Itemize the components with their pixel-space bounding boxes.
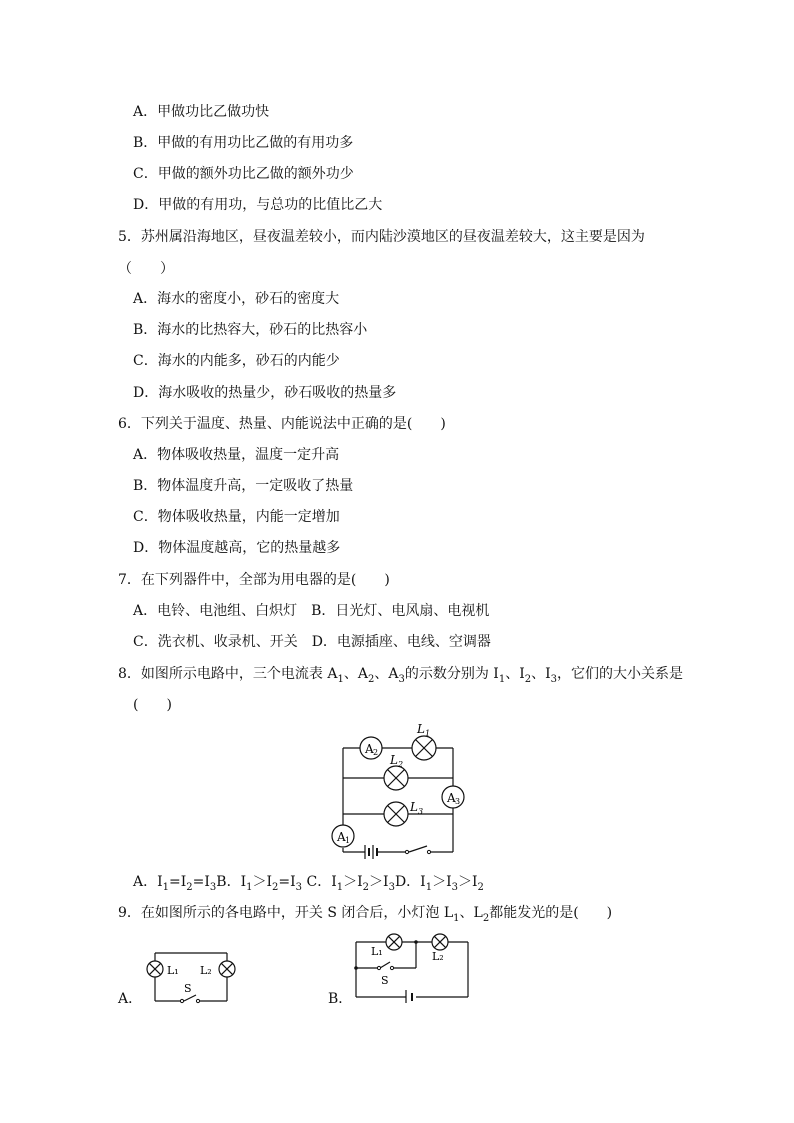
label-l3: $L_3$ (410, 800, 424, 816)
label-l2: $L_2$ (390, 753, 404, 769)
q8-circuit-diagram (325, 718, 475, 863)
q8-options: A．$I_1=I_2=I_3B$．$I_1>I_2=I_3$ C．$I_1>I_2>I_3D$．$I_1>I_3>I_2$ (133, 874, 484, 893)
q4-option-d: D．甲做的有用功，与总功的比值比乙大 (133, 197, 383, 213)
svg-text:2: 2 (373, 748, 379, 757)
svg-text:A: A (447, 791, 456, 805)
ammeter-a1 (332, 825, 354, 847)
q6-option-d: D．物体温度越高，它的热量越多 (133, 540, 341, 556)
q9-circuit-b (350, 928, 475, 1003)
q4-option-c: C．甲做的额外功比乙做的额外功少 (133, 166, 354, 182)
q6-stem: 6．下列关于温度、热量、内能说法中正确的是( ) (118, 416, 446, 432)
q4-option-b: B．甲做的有用功比乙做的有用功多 (133, 135, 354, 151)
q4-option-a: A．甲做功比乙做功快 (133, 104, 270, 120)
q6-option-c: C．物体吸收热量，内能一定增加 (133, 509, 340, 525)
lamp-l1 (386, 934, 402, 950)
svg-text:L₁: L₁ (371, 945, 383, 958)
q5-blank: （ ） (118, 261, 174, 277)
q5-option-d: D．海水吸收的热量少，砂石吸收的热量多 (133, 385, 397, 401)
svg-text:A: A (365, 742, 374, 756)
q5-option-b: B．海水的比热容大，砂石的比热容小 (133, 322, 368, 338)
q7-options-row1: A．电铃、电池组、白炽灯 B．日光灯、电风扇、电视机 (133, 603, 490, 619)
svg-text:L₁: L₁ (167, 964, 179, 977)
svg-text:3: 3 (455, 797, 461, 806)
svg-text:L₂: L₂ (200, 964, 212, 977)
svg-text:S: S (184, 982, 192, 995)
svg-text:S: S (381, 974, 389, 987)
svg-text:A: A (337, 830, 346, 844)
ammeter-a3 (442, 786, 464, 808)
q7-options-row2: C．洗衣机、收录机、开关 D．电源插座、电线、空调器 (133, 634, 491, 650)
q9-option-b-label: B． (328, 991, 353, 1007)
q5-option-c: C．海水的内能多，砂石的内能少 (133, 353, 340, 369)
q8-blank: ( ) (133, 697, 172, 713)
q9-option-a-label: A． (118, 991, 143, 1007)
q6-option-a: A．物体吸收热量，温度一定升高 (133, 447, 340, 463)
svg-text:L₂: L₂ (432, 950, 444, 963)
q7-stem: 7．在下列器件中，全部为用电器的是( ) (118, 572, 390, 588)
lamp-l1 (147, 961, 163, 977)
lamp-l3 (384, 802, 408, 826)
q5-stem: 5．苏州属沿海地区，昼夜温差较小，而内陆沙漠地区的昼夜温差较大，这主要是因为 (118, 229, 645, 245)
q8-stem: 8．如图所示电路中，三个电流表 $A_1$、$A_2$、$A_3$的示数分别为 $I_1$、$I_2$、$I_3$，它们的大小关系是 (118, 666, 684, 685)
q6-option-b: B．物体温度升高，一定吸收了热量 (133, 478, 354, 494)
lamp-l2 (219, 961, 235, 977)
label-l1: $L_1$ (417, 722, 431, 738)
q9-circuit-a (140, 945, 240, 1005)
svg-text:1: 1 (345, 836, 351, 845)
lamp-l1 (412, 736, 436, 760)
lamp-l2 (384, 766, 408, 790)
lamp-l2 (432, 934, 448, 950)
ammeter-a2 (360, 737, 382, 759)
q9-stem: 9．在如图所示的各电路中，开关 S 闭合后，小灯泡 $L_1$、$L_2$都能发光的是( ) (118, 905, 613, 924)
q5-option-a: A．海水的密度小，砂石的密度大 (133, 291, 340, 307)
